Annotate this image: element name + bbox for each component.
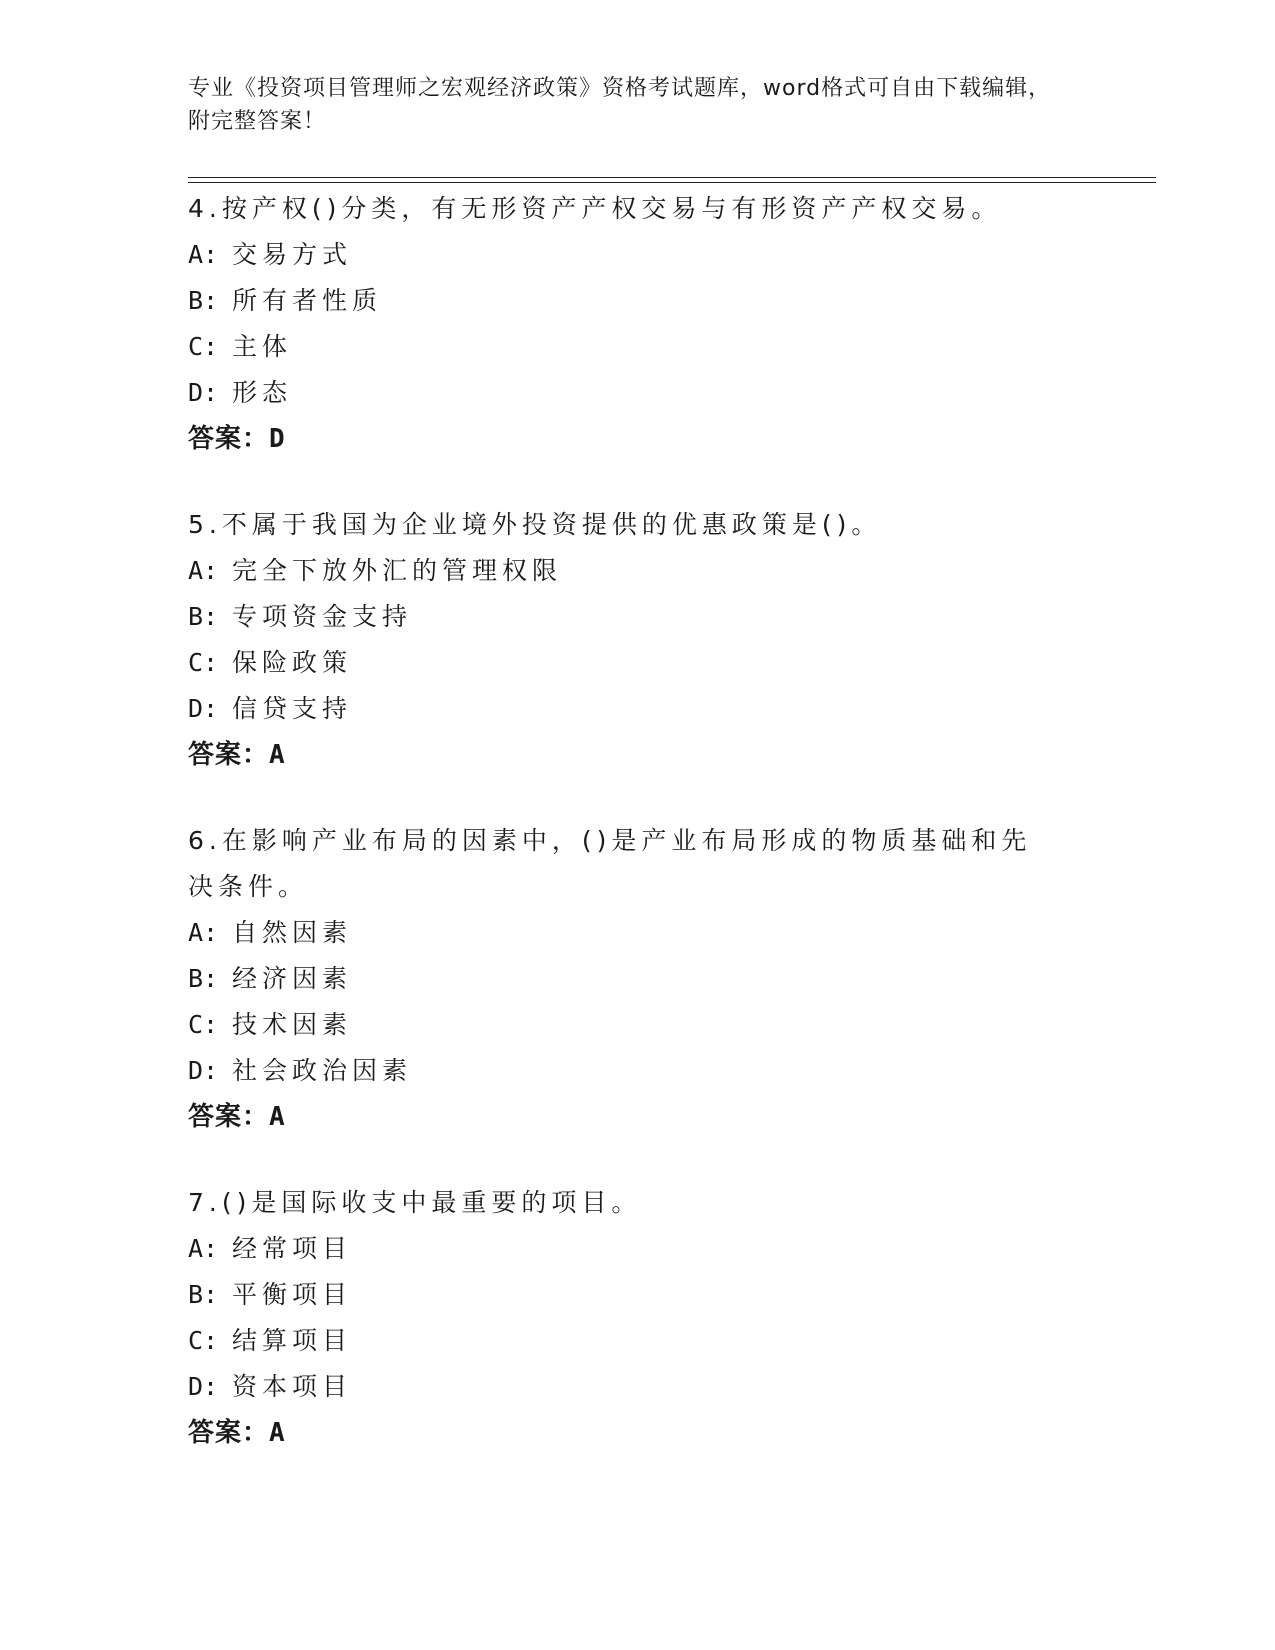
option-letter: C: [188,648,219,677]
option-text: 信贷支持 [232,694,353,723]
option-a [188,1226,1068,1272]
option-text: 所有者性质 [232,286,383,315]
answer-value: A [269,740,286,770]
question-7 [188,1180,1068,1456]
option-letter: A: [188,556,219,585]
option-letter: A: [188,1234,219,1263]
option-d [188,370,1068,416]
option-c [188,324,1068,370]
option-letter: C: [188,332,219,361]
option-a [188,548,1068,594]
answer-line [188,732,1068,778]
option-letter: B: [188,286,219,315]
option-text: 平衡项目 [232,1280,353,1309]
option-text: 资本项目 [232,1372,353,1401]
option-letter: A: [188,918,219,947]
option-text: 保险政策 [232,648,353,677]
option-text: 主体 [232,332,293,361]
option-letter: B: [188,1280,219,1309]
document-header: 专业《投资项目管理师之宏观经济政策》资格考试题库，word格式可自由下载编辑，附完整答案！ [188,76,1052,134]
option-a [188,910,1068,956]
option-text: 完全下放外汇的管理权限 [232,556,563,585]
question-stem: 6.在影响产业布局的因素中，()是产业布局形成的物质基础和先决条件。 [188,826,1032,901]
option-text: 专项资金支持 [232,602,413,631]
option-b [188,594,1068,640]
header-divider-bottom [188,182,1156,183]
option-text: 结算项目 [232,1326,353,1355]
question-stem: 5.不属于我国为企业境外投资提供的优惠政策是()。 [188,510,882,539]
answer-label: 答案： [188,1102,270,1132]
option-c [188,1002,1068,1048]
option-b [188,956,1068,1002]
option-b [188,1272,1068,1318]
question-5 [188,502,1068,778]
answer-value: A [269,1102,286,1132]
option-d [188,1364,1068,1410]
answer-line [188,416,1068,462]
question-4 [188,186,1068,462]
option-a [188,232,1068,278]
option-c [188,640,1068,686]
option-letter: D: [188,1372,219,1401]
option-text: 经常项目 [232,1234,353,1263]
answer-label: 答案： [188,740,270,770]
option-letter: D: [188,1056,219,1085]
answer-value: A [269,1418,286,1448]
option-letter: D: [188,694,219,723]
option-d [188,686,1068,732]
question-6 [188,818,1068,1140]
answer-value: D [269,424,286,454]
answer-line [188,1410,1068,1456]
option-text: 技术因素 [232,1010,353,1039]
question-stem: 4.按产权()分类，有无形资产产权交易与有形资产产权交易。 [188,194,1002,223]
option-text: 自然因素 [232,918,353,947]
option-text: 形态 [232,378,293,407]
option-letter: B: [188,602,219,631]
option-letter: C: [188,1010,219,1039]
option-b [188,278,1068,324]
option-text: 交易方式 [232,240,353,269]
header-divider-top [188,177,1156,178]
option-c [188,1318,1068,1364]
option-letter: B: [188,964,219,993]
question-stem: 7.()是国际收支中最重要的项目。 [188,1188,642,1217]
option-letter: C: [188,1326,219,1355]
option-letter: D: [188,378,219,407]
answer-line [188,1094,1068,1140]
option-text: 经济因素 [232,964,353,993]
answer-label: 答案： [188,424,270,454]
option-letter: A: [188,240,219,269]
option-d [188,1048,1068,1094]
option-text: 社会政治因素 [232,1056,413,1085]
answer-label: 答案： [188,1418,270,1448]
